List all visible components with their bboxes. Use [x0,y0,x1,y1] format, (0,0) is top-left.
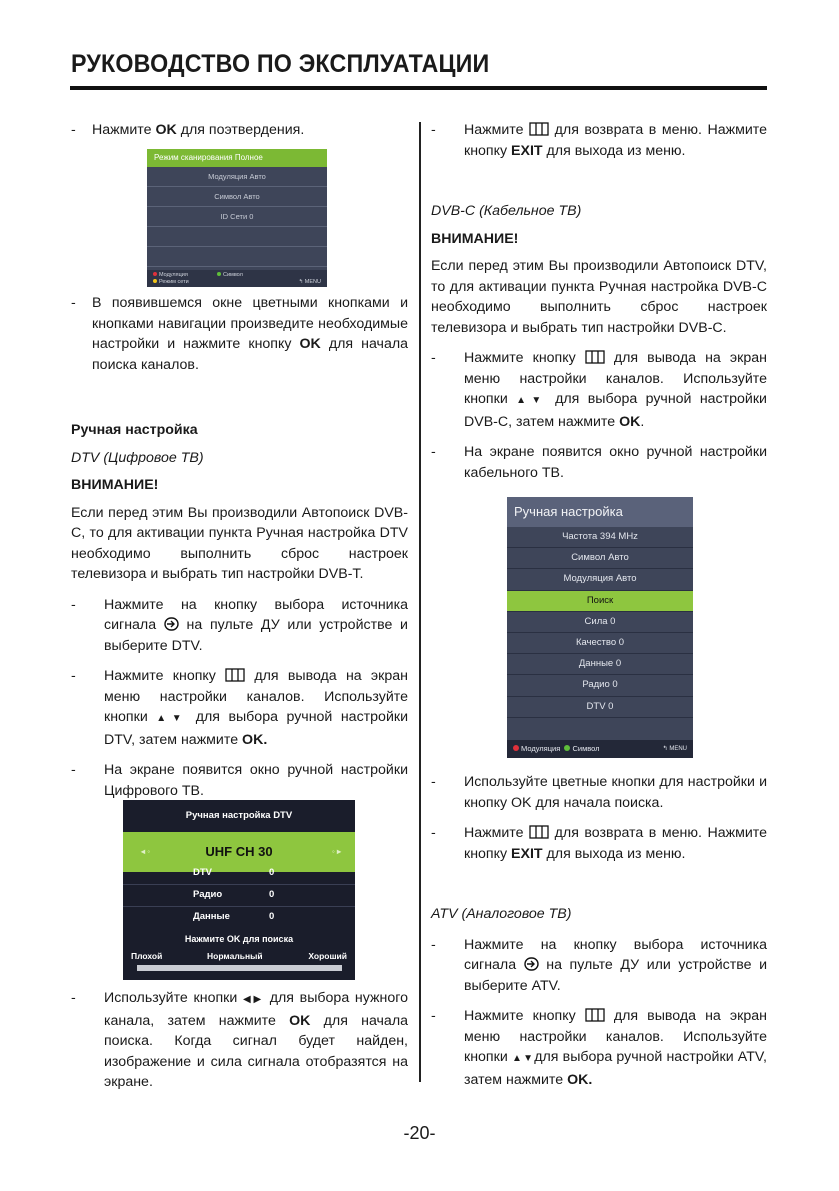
dtv-manual-screenshot: Ручная настройка DTV ◂ ◦ UHF CH 30 ◦ ▸ DTV 0 Радио 0 Данные 0 Нажмите OK для поиска Плохой Нормальный Хороший [123,800,355,980]
dvbc-row: Сила 0 [507,612,693,633]
left-right-arrows-icon: ◀▶ [243,994,264,1005]
title-rule [70,86,767,90]
back-step: - Нажмите для возврата в меню. Нажмите кнопку EXIT для выхода из меню. [431,122,767,159]
menu-icon [225,668,245,682]
left-column [71,120,408,141]
scan-row [147,227,327,247]
right-column-bottom [431,772,767,1090]
dvbc-row: Частота 394 MHz [507,527,693,548]
manual-heading: Ручная настройка [71,422,198,438]
dtv-channel: UHF CH 30 [205,844,273,859]
dtv-step-2: - Нажмите кнопку для вывода на экран меню настройки каналов. Используйте кнопки ▲▼ для выбора ручной настройки DTV, затем нажмите OK. [71,668,409,748]
page-number: -20- [403,1123,436,1143]
signal-bar [137,965,342,971]
dvbc-row: Модуляция Авто [507,569,693,590]
colors-step: - В появившемся окне цветными кнопками и кнопками навигации произведите необходимые настройки и нажмите кнопку OK для начала поиска каналов. [71,295,408,373]
menu-icon [529,825,549,839]
atv-step-1: - Нажмите на кнопку выбора источника сигнала на пульте ДУ или устройстве и выберите ATV. [431,936,767,994]
dvbc-step-2: - На экране появится окно ручной настройки кабельного ТВ. [431,444,767,481]
dvbc-row-selected: Поиск [507,591,693,612]
menu-icon [585,1008,605,1022]
dvbc-warning-text: Если перед этим Вы производили Автопоиск DTV, то для активации пункта Ручная настройка DVB-C необходимо выполнить сброс настроек телевизора и выбрать тип настройки DVB-C. [431,258,767,336]
yellow-dot-icon [153,279,157,283]
dtv-heading: DTV (Цифровое ТВ) [71,449,204,466]
dvbc-row: Данные 0 [507,654,693,675]
confirm-step: - Нажмите OK для поэтвердения. [71,122,305,138]
scan-row [147,247,327,267]
dtv-step-4: - Используйте кнопки ◀▶ для выбора нужного канала, затем нажмите OK для начала поиска. Когда сигнал будет найден, изображение и сила сигнала отобразятся на экране. [71,990,408,1090]
atv-step-2: - Нажмите кнопку для вывода на экран меню настройки каналов. Используйте кнопки ▲▼для выбора ручной настройки ATV, затем нажмите OK. [431,1008,767,1088]
scan-row: Модуляция Авто [147,167,327,187]
left-column-bottom [71,988,408,1093]
dtv-prompt: Нажмите OK для поиска [184,934,294,944]
red-dot-icon [153,272,157,276]
dvbc-row: Радио 0 [507,675,693,696]
atv-heading: ATV (Аналоговое ТВ) [431,906,572,922]
right-column [431,120,767,483]
source-icon [524,957,539,971]
right-arrow-icon: ◦ ▸ [331,847,341,856]
scan-row: Символ Авто [147,187,327,207]
dtv-manual-header: Ручная настройка DTV [185,810,293,821]
dtv-warning-label: ВНИМАНИЕ! [71,477,159,493]
dtv-row: Радио 0 [123,884,355,907]
green-dot-icon [564,745,570,751]
dvbc-back-step: - Нажмите для возврата в меню. Нажмите кнопку EXIT для выхода из меню. [431,825,767,862]
page-title: РУКОВОДСТВО ПО ЭКСПЛУАТАЦИИ [71,50,490,78]
scan-mode-header: Режим сканирования Полное [147,149,327,167]
dvbc-row: DTV 0 [507,697,693,718]
source-icon [164,617,179,631]
dtv-row: Данные 0 [193,911,275,922]
up-down-arrows-icon: ▲▼ [511,1053,535,1064]
up-down-arrows-icon: ▲▼ [156,713,188,724]
left-column-mid [71,293,408,801]
dvbc-row: Качество 0 [507,633,693,654]
return-icon: ↰ [662,746,668,752]
dtv-warning-text: Если перед этим Вы производили Автопоиск DVB-C, то для активации пункта Ручная настройка DTV необходимо выполнить сброс настроек телевизора и выбрать тип настройки DVB-T. [71,504,408,582]
column-divider [419,122,421,1082]
dvbc-heading: DVB-C (Кабельное ТВ) [431,203,582,219]
scan-legend: Модуляция Режим сети Символ ↰ MENU [147,270,327,287]
dvbc-legend: Модуляция Символ ↰ MENU [507,740,693,758]
red-dot-icon [513,745,519,751]
dvbc-warning-label: ВНИМАНИЕ! [431,230,519,247]
left-arrow-icon: ◂ ◦ [141,847,151,856]
return-icon: ↰ [298,279,304,285]
menu-icon [585,350,605,364]
up-down-arrows-icon: ▲▼ [516,395,547,406]
dvbc-manual-header: Ручная настройка [507,497,693,527]
dtv-step-3: - На экране появится окно ручной настройки Цифрового ТВ. [71,762,408,799]
scan-row: ID Сети 0 [147,207,327,227]
dvbc-step-3: - Используйте цветные кнопки для настройки и кнопку OK для начала поиска. [431,774,767,811]
green-dot-icon [217,272,221,276]
dtv-step-1: - Нажмите на кнопку выбора источника сигнала на пульте ДУ или устройстве и выберите DTV. [71,596,408,654]
menu-icon [529,122,549,136]
dvbc-step-1: - Нажмите кнопку для вывода на экран меню настройки каналов. Используйте кнопки ▲▼ для выбора ручной настройки DVB-C, затем нажмите OK. [431,350,767,430]
dvbc-row: Символ Авто [507,548,693,569]
dvbc-manual-screenshot [507,497,693,758]
scan-mode-screenshot [147,149,327,287]
dtv-row: DTV 0 [123,862,355,885]
